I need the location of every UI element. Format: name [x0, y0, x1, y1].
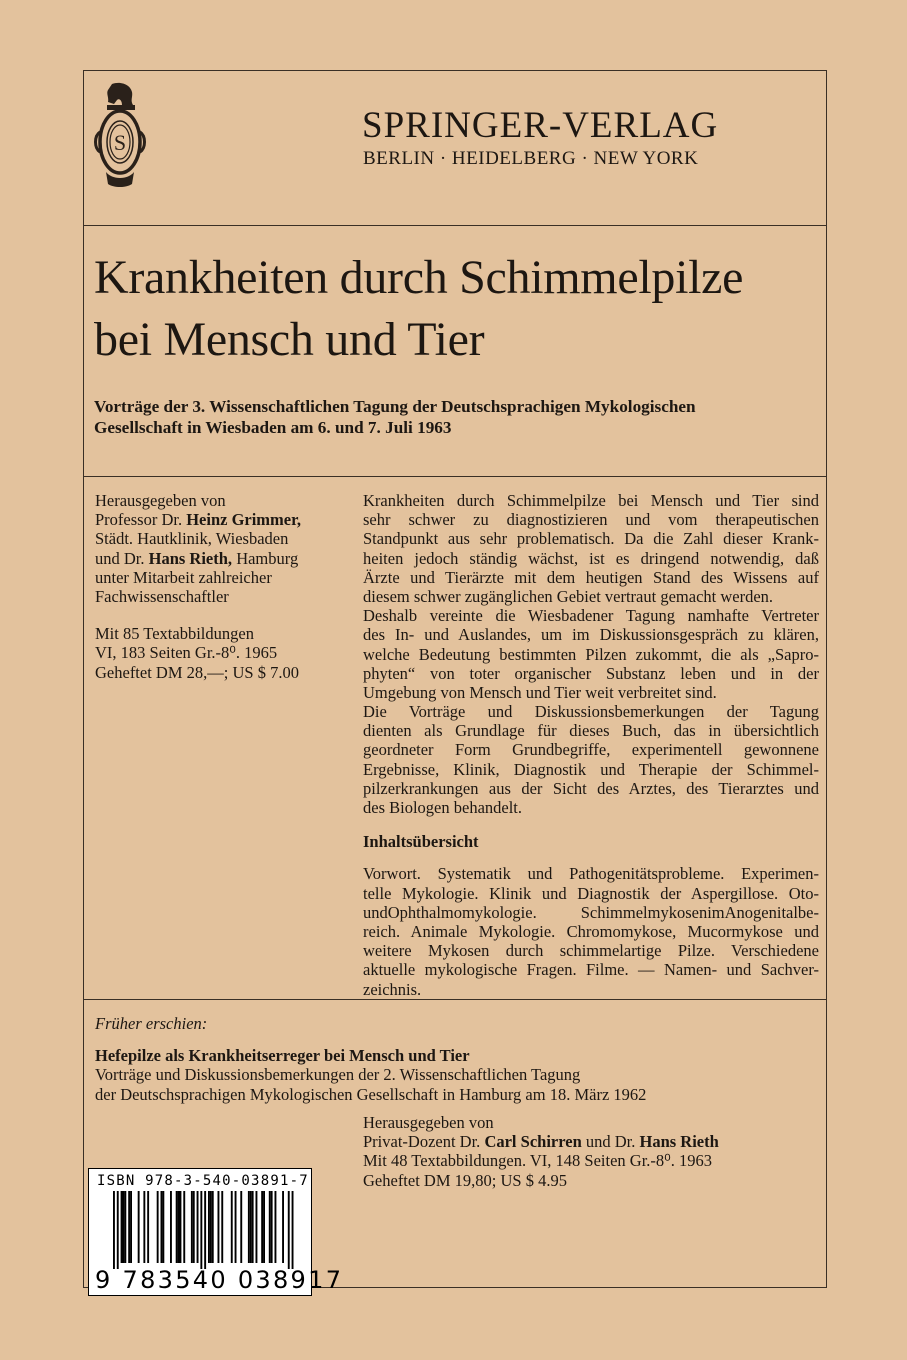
barcode-bar — [178, 1191, 180, 1263]
barcode-bar — [271, 1191, 273, 1263]
ean-digits: 9 783540 038917 — [95, 1266, 344, 1294]
spec-line: Mit 85 Textabbildungen — [95, 624, 254, 644]
earlier-title: Hefepilze als Krankheitserreger bei Mensch und Tier — [95, 1046, 470, 1066]
editor-prefix: Professor Dr. — [95, 510, 187, 530]
isbn-barcode — [88, 1168, 344, 1296]
barcode-bar — [208, 1191, 210, 1263]
contents-heading: Inhaltsübersicht — [363, 832, 479, 852]
barcode-bar — [157, 1191, 159, 1263]
editor-name: Heinz Grimmer, — [186, 510, 302, 530]
barcode-bar — [200, 1191, 202, 1269]
barcode-bar — [218, 1191, 220, 1263]
barcode-bar — [250, 1191, 252, 1263]
description-line: Die Vorträge und Diskussionsbemerkungen der Tagung — [363, 702, 819, 722]
contents-line: Vorwort. Systematik und Pathogenitätsprobleme. Experimen- — [363, 864, 819, 884]
contents-line: weitere Mykosen durch schimmelartige Pilze. Verschiedene — [363, 941, 819, 961]
rule-above-earlier — [83, 999, 827, 1000]
description-line: heiten jedoch ständig wächst, ist es dringend notwendig, daß — [363, 548, 819, 568]
editor-city: Hamburg — [232, 548, 299, 568]
earlier-desc-line: der Deutschsprachigen Mykologischen Gesellschaft in Hamburg am 18. März 1962 — [95, 1084, 647, 1104]
isbn-label: ISBN 978-3-540-03891-7 — [97, 1173, 309, 1189]
contents-text — [363, 864, 819, 998]
barcode-bar — [288, 1191, 290, 1269]
description-line: welche Bedeutung bestimmten Pilzen zukommt, die als „Sapro- — [363, 644, 819, 664]
description-line: des In- und Auslandes, um im Diskussionsgespräch zu klären, — [363, 625, 819, 645]
earlier-publication-details — [363, 1113, 803, 1190]
description-line: dienten als Grundlage für dieses Buch, das in übersichtlich — [363, 721, 819, 741]
description-line: des Biologen behandelt. — [363, 798, 523, 817]
svg-text:S: S — [113, 130, 127, 155]
barcode-bar — [180, 1191, 182, 1263]
barcode-bar — [113, 1191, 115, 1269]
barcode-bar — [143, 1191, 145, 1263]
editor-line: Städt. Hautklinik, Wiesbaden — [95, 529, 289, 549]
barcode-bar — [235, 1191, 237, 1263]
earlier-spec-line: Mit 48 Textabbildungen. VI, 148 Seiten Gr.-8⁰. 1963 — [363, 1151, 713, 1171]
editor-name: Carl Schirren — [484, 1132, 582, 1152]
contents-line: telle Mykologie. Klinik und Diagnostik der Aspergillose. Oto- — [363, 883, 819, 903]
earlier-editor-line: Herausgegeben von — [363, 1113, 494, 1132]
book-title-line: bei Mensch und Tier — [94, 313, 485, 366]
editor-name: Hans Rieth — [639, 1132, 719, 1152]
contents-line: undOphthalmomykologie. SchimmelmykosenimAnogenitalbe- — [363, 902, 819, 922]
subtitle-line: Gesellschaft in Wiesbaden am 6. und 7. Juli 1963 — [94, 418, 452, 437]
editor-line: Herausgegeben von — [95, 491, 226, 510]
barcode-bar — [292, 1191, 294, 1269]
spec-line: VI, 183 Seiten Gr.-8⁰. 1965 — [95, 643, 278, 663]
barcode-bar — [130, 1191, 132, 1263]
earlier-intro: Früher erschien: — [95, 1014, 208, 1033]
description-line: geordneter Form Grundbegriffe, experimentell gewonnene — [363, 740, 819, 760]
editor-prefix: Privat-Dozent Dr. — [363, 1132, 485, 1152]
barcode-bar — [282, 1191, 284, 1263]
barcode-bar — [240, 1191, 242, 1263]
editor-line — [95, 549, 355, 568]
description-line: phyten“ von toter organischer Substanz leben und in der — [363, 663, 819, 683]
barcode-bar — [210, 1191, 212, 1263]
editor-name: Hans Rieth, — [148, 548, 233, 568]
description-line: Ergebnisse, Klinik, Diagnostik und Therapie der Schimmel- — [363, 759, 819, 779]
description-line: pilzerkrankungen aus der Sicht des Arztes, des Tierarztes und — [363, 778, 819, 798]
publisher-name: SPRINGER-VERLAG — [362, 105, 719, 146]
barcode-bar — [138, 1191, 140, 1263]
barcode-bar — [117, 1191, 119, 1269]
contents-line: aktuelle mykologische Fragen. Filme. — Namen- und Sachver- — [363, 960, 819, 980]
editor-conjunction: und Dr. — [581, 1132, 640, 1152]
publisher-cities: BERLIN · HEIDELBERG · NEW YORK — [363, 148, 699, 169]
barcode-bar — [252, 1191, 254, 1263]
editor-prefix: und Dr. — [95, 548, 149, 568]
description-line: diesem schwer zugänglichen Gebiet vertraut gemacht werden. — [363, 586, 774, 606]
barcode-bar — [124, 1191, 126, 1263]
description-line: sehr schwer zu diagnostizieren und vom therapeutischen — [363, 510, 819, 530]
barcode-bar — [275, 1191, 277, 1263]
barcode-bars — [95, 1191, 305, 1269]
rule-below-header — [83, 225, 827, 226]
barcode-bar — [193, 1191, 195, 1263]
barcode-bar — [161, 1191, 163, 1263]
subtitle-line: Vorträge der 3. Wissenschaftlichen Tagung der Deutschsprachigen Mykologischen — [94, 397, 696, 416]
springer-chess-knight-logo-icon — [92, 80, 148, 190]
barcode-bar — [183, 1191, 185, 1263]
barcode-bar — [170, 1191, 172, 1263]
book-subtitle — [94, 396, 814, 438]
description-line: Umgebung von Mensch und Tier weit verbreitet sind. — [363, 682, 717, 702]
description-line: Deshalb vereinte die Wiesbadener Tagung namhafte Vertreter — [363, 606, 819, 626]
barcode-bar — [162, 1191, 164, 1263]
barcode-bar — [197, 1191, 199, 1263]
earlier-spec-line: Geheftet DM 19,80; US $ 4.95 — [363, 1170, 567, 1190]
rule-below-subtitle — [83, 476, 827, 477]
contents-line: zeichnis. — [363, 979, 422, 999]
editor-line: Fachwissenschaftler — [95, 586, 229, 606]
barcode-bar — [212, 1191, 214, 1263]
editor-line — [95, 510, 355, 529]
barcode-bar — [263, 1191, 265, 1263]
description-line: Standpunkt aus sehr problematisch. Da die Zahl dieser Krank- — [363, 529, 819, 549]
barcode-bar — [269, 1191, 271, 1263]
editor-line: unter Mitarbeit zahlreicher — [95, 567, 272, 587]
barcode-bar — [123, 1191, 125, 1263]
spec-line: Geheftet DM 28,—; US $ 7.00 — [95, 662, 299, 682]
editor-info — [95, 491, 355, 682]
earlier-publication — [95, 1014, 815, 1104]
earlier-editor-line — [363, 1132, 803, 1151]
barcode-bar — [248, 1191, 250, 1263]
description-line: Ärzte und Tierärzte mit dem heutigen Stand des Wissens auf — [363, 567, 819, 587]
barcode-bar — [128, 1191, 130, 1263]
barcode-bar — [221, 1191, 223, 1263]
barcode-bar — [176, 1191, 178, 1263]
barcode-bar — [121, 1191, 123, 1263]
book-title — [94, 247, 824, 371]
book-title-line: Krankheiten durch Schimmelpilze — [94, 251, 744, 304]
earlier-desc-line: Vorträge und Diskussionsbemerkungen der 2. Wissenschaftlichen Tagung — [95, 1065, 581, 1085]
barcode-bar — [204, 1191, 206, 1269]
barcode-bar — [191, 1191, 193, 1263]
description-line: Krankheiten durch Schimmelpilze bei Mensch und Tier sind — [363, 491, 819, 510]
contents-line: reich. Animale Mykologie. Chromomykose, Mucormykose und — [363, 921, 819, 941]
barcode-bar — [256, 1191, 258, 1263]
barcode-bar — [261, 1191, 263, 1263]
barcode-bar — [231, 1191, 233, 1263]
barcode-bar — [147, 1191, 149, 1263]
description-column — [363, 491, 819, 999]
description-text — [363, 491, 819, 817]
